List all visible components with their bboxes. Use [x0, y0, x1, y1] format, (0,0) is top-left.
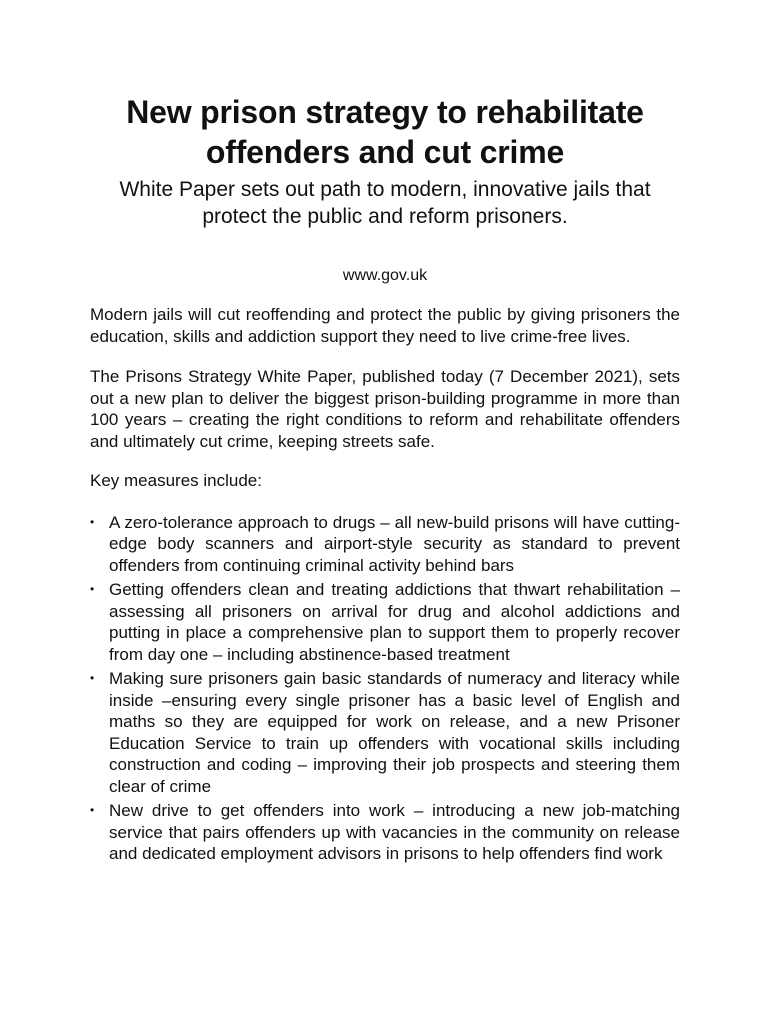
measure-text: Getting offenders clean and treating addictions that thwart rehabilitation – assessing all prisoners on arrival for drug and alcohol addictions and putting in place a comprehensive plan to support them to properly recover from day one – including abstinence-based treatment: [109, 580, 680, 664]
key-measures-list: [90, 512, 680, 865]
measure-text: A zero-tolerance approach to drugs – all new-build prisons will have cutting-edge body scanners and airport-style security as standard to prevent offenders from continuing criminal activity behind bars: [109, 512, 680, 575]
measure-text: New drive to get offenders into work – introducing a new job-matching service that pairs offenders up with vacancies in the community on release and dedicated employment advisors in prisons to help offenders find work: [109, 801, 680, 863]
measure-education: [90, 668, 680, 797]
measure-addictions: [90, 579, 680, 665]
intro-paragraph: Modern jails will cut reoffending and protect the public by giving prisoners the education, skills and addiction support they need to live crime-free lives.: [90, 305, 680, 346]
strategy-paragraph: The Prisons Strategy White Paper, published today (7 December 2021), sets out a new plan to deliver the biggest prison-building programme in more than 100 years – creating the right conditions to reform and rehabilitate offenders and ultimately cut crime, keeping streets safe.: [90, 367, 680, 451]
bullet-icon: •: [90, 582, 95, 596]
source-url: www.gov.uk: [342, 267, 428, 284]
measure-drugs: [90, 512, 680, 577]
bullet-icon: •: [90, 803, 95, 817]
measure-text: Making sure prisoners gain basic standards of numeracy and literacy while inside –ensuring every single prisoner has a basic level of English and maths so they are equipped for work on release, and a new Prisoner Education Service to train up offenders with vocational skills including construction and coding – improving their job prospects and steering them clear of crime: [109, 669, 680, 796]
document-subtitle: White Paper sets out path to modern, innovative jails that protect the public and reform prisoners.: [119, 178, 651, 228]
key-measures-heading: Key measures include:: [90, 471, 262, 490]
bullet-icon: •: [90, 514, 95, 529]
document-title: New prison strategy to rehabilitate offenders and cut crime: [126, 94, 644, 170]
measure-employment: [90, 800, 680, 865]
bullet-icon: •: [90, 671, 95, 685]
